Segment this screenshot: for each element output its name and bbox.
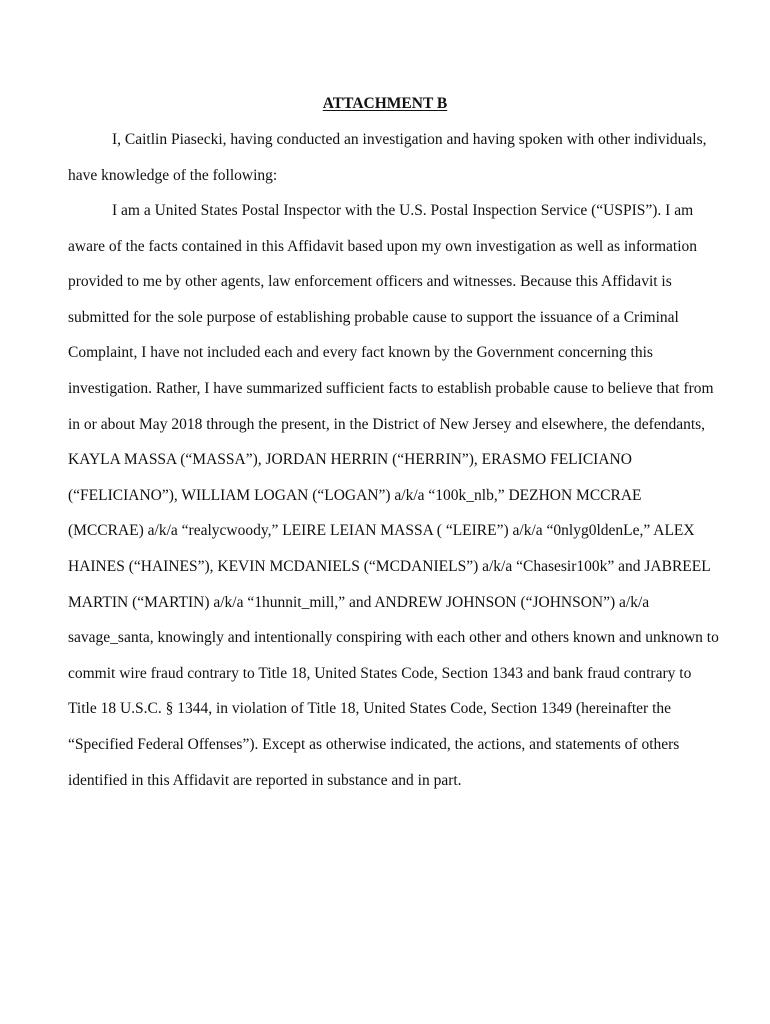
- paragraph-line: “Specified Federal Offenses”). Except as otherwise indicated, the actions, and statements of others: [68, 735, 680, 753]
- paragraph-line: Title 18 U.S.C. § 1344, in violation of Title 18, United States Code, Section 1349 (hereinafter the: [68, 700, 672, 718]
- paragraph-line: identified in this Affidavit are reported in substance and in part.: [68, 771, 462, 789]
- paragraph-affidavit: [68, 193, 719, 798]
- paragraph-line: savage_santa, knowingly and intentionally conspiring with each other and others known and unknown to: [68, 629, 719, 647]
- paragraph-line: KAYLA MASSA (“MASSA”), JORDAN HERRIN (“HERRIN”), ERASMO FELICIANO: [68, 451, 632, 469]
- paragraph-line: in or about May 2018 through the present, in the District of New Jersey and elsewhere, the defendants,: [68, 415, 706, 433]
- paragraph-line: have knowledge of the following:: [68, 166, 278, 184]
- paragraph-line: I, Caitlin Piasecki, having conducted an investigation and having spoken with other individuals,: [112, 131, 707, 148]
- paragraph-line: commit wire fraud contrary to Title 18, United States Code, Section 1343 and bank fraud contrary to: [68, 664, 692, 682]
- paragraph-line: (MCCRAE) a/k/a “realycwoody,” LEIRE LEIAN MASSA ( “LEIRE”) a/k/a “0nlyg0ldenLe,” ALEX: [68, 522, 695, 540]
- paragraph-line: provided to me by other agents, law enforcement officers and witnesses. Because this Affidavit is: [68, 273, 672, 291]
- paragraph-line: HAINES (“HAINES”), KEVIN MCDANIELS (“MCDANIELS”) a/k/a “Chasesir100k” and JABREEL: [68, 557, 711, 575]
- paragraph-line: (“FELICIANO”), WILLIAM LOGAN (“LOGAN”) a/k/a “100k_nlb,” DEZHON MCCRAE: [68, 486, 642, 504]
- paragraph-line: aware of the facts contained in this Affidavit based upon my own investigation as well as information: [68, 237, 698, 255]
- paragraph-line: I am a United States Postal Inspector with the U.S. Postal Inspection Service (“USPIS”). I am: [112, 202, 694, 219]
- paragraph-line: investigation. Rather, I have summarized sufficient facts to establish probable cause to believe that from: [68, 379, 714, 397]
- document-title: ATTACHMENT B: [322, 95, 448, 112]
- paragraph-line: submitted for the sole purpose of establishing probable cause to support the issuance of a Criminal: [68, 308, 679, 326]
- paragraph-line: Complaint, I have not included each and every fact known by the Government concerning this: [68, 344, 653, 362]
- paragraph-intro: [68, 122, 708, 193]
- paragraph-line: MARTIN (“MARTIN) a/k/a “1hunnit_mill,” and ANDREW JOHNSON (“JOHNSON”) a/k/a: [68, 593, 650, 611]
